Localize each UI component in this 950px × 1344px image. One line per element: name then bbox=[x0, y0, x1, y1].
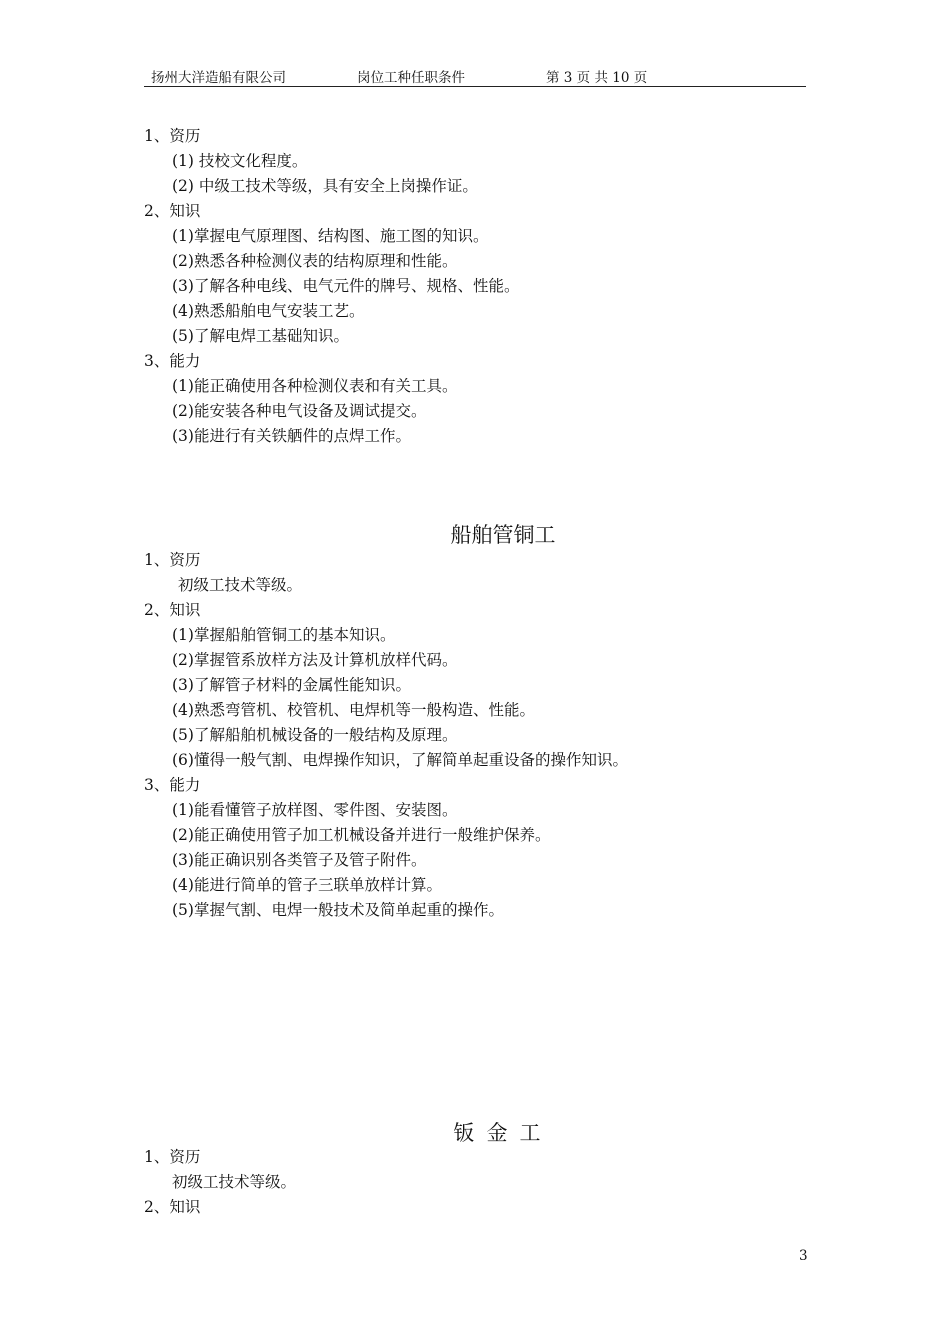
header-company: 扬州大洋造船有限公司 bbox=[151, 70, 286, 86]
sec1-ability-item: (2)能安装各种电气设备及调试提交。 bbox=[172, 402, 427, 420]
sec1-knowledge-item: (4)熟悉船舶电气安装工艺。 bbox=[172, 302, 365, 320]
sec1-ability-heading: 3、能力 bbox=[144, 352, 201, 370]
sec1-ability-item: (1)能正确使用各种检测仪表和有关工具。 bbox=[172, 377, 458, 395]
sec2-knowledge-item: (1)掌握船舶管铜工的基本知识。 bbox=[172, 626, 396, 644]
sec2-knowledge-item: (2)掌握管系放样方法及计算机放样代码。 bbox=[172, 651, 458, 669]
sec2-ability-item: (2)能正确使用管子加工机械设备并进行一般维护保养。 bbox=[172, 826, 551, 844]
sec1-knowledge-item: (3)了解各种电线、电气元件的牌号、规格、性能。 bbox=[172, 277, 520, 295]
sec3-qualification-item: 初级工技术等级。 bbox=[172, 1173, 297, 1191]
sec1-knowledge-heading: 2、知识 bbox=[144, 202, 201, 220]
sec1-qualification-item: (1) 技校文化程度。 bbox=[172, 152, 308, 170]
header-page-info: 第 3 页 共 10 页 bbox=[546, 70, 648, 86]
sec1-knowledge-item: (5)了解电焊工基础知识。 bbox=[172, 327, 349, 345]
header-doc-title: 岗位工种任职条件 bbox=[357, 70, 465, 86]
page-number: 3 bbox=[799, 1248, 808, 1264]
sec1-knowledge-item: (1)掌握电气原理图、结构图、施工图的知识。 bbox=[172, 227, 489, 245]
sec2-knowledge-item: (5)了解船舶机械设备的一般结构及原理。 bbox=[172, 726, 458, 744]
sec3-qualification-heading: 1、资历 bbox=[144, 1148, 201, 1166]
sec2-knowledge-item: (3)了解管子材料的金属性能知识。 bbox=[172, 676, 411, 694]
sec3-knowledge-heading: 2、知识 bbox=[144, 1198, 201, 1216]
sec1-qualification-heading: 1、资历 bbox=[144, 127, 201, 145]
sec2-ability-item: (4)能进行简单的管子三联单放样计算。 bbox=[172, 876, 442, 894]
sec2-title: 船舶管铜工 bbox=[450, 523, 556, 547]
sec2-ability-item: (1)能看懂管子放样图、零件图、安装图。 bbox=[172, 801, 458, 819]
sec2-qualification-heading: 1、资历 bbox=[144, 551, 201, 569]
page-header bbox=[144, 66, 806, 87]
sec2-knowledge-item: (4)熟悉弯管机、校管机、电焊机等一般构造、性能。 bbox=[172, 701, 535, 719]
sec1-knowledge-item: (2)熟悉各种检测仪表的结构原理和性能。 bbox=[172, 252, 458, 270]
sec3-title: 钣金工 bbox=[453, 1121, 553, 1145]
sec1-qualification-item: (2) 中级工技术等级，具有安全上岗操作证。 bbox=[172, 177, 478, 195]
sec2-knowledge-heading: 2、知识 bbox=[144, 601, 201, 619]
sec2-ability-item: (3)能正确识别各类管子及管子附件。 bbox=[172, 851, 427, 869]
sec2-qualification-item: 初级工技术等级。 bbox=[178, 576, 303, 594]
sec2-ability-heading: 3、能力 bbox=[144, 776, 201, 794]
sec1-ability-item: (3)能进行有关铁舾件的点焊工作。 bbox=[172, 427, 411, 445]
sec2-ability-item: (5)掌握气割、电焊一般技术及简单起重的操作。 bbox=[172, 901, 504, 919]
sec2-knowledge-item: (6)懂得一般气割、电焊操作知识，了解简单起重设备的操作知识。 bbox=[172, 751, 628, 769]
